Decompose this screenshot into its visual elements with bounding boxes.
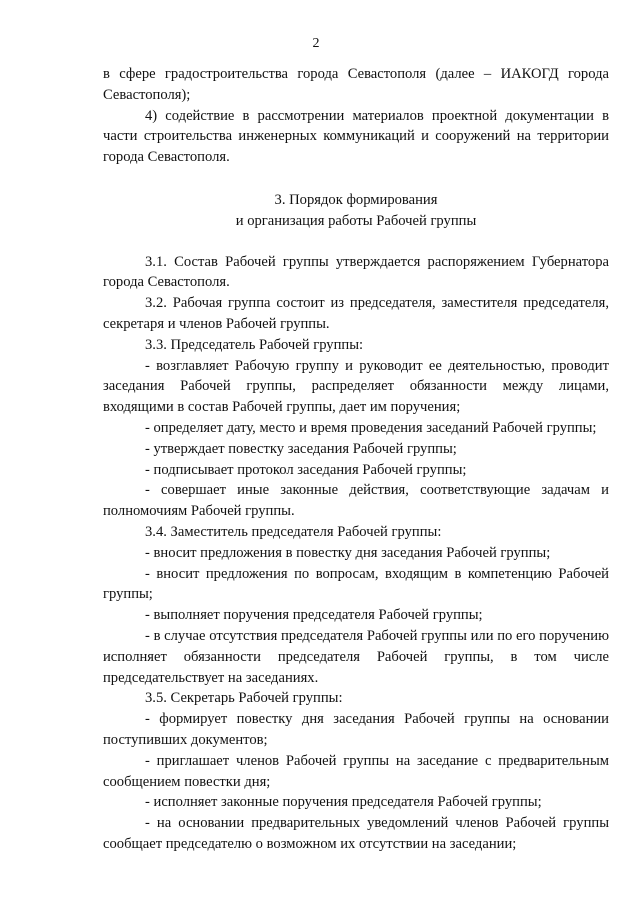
spacer (103, 232, 609, 252)
paragraph: - исполняет законные поручения председателя Рабочей группы; (145, 794, 542, 811)
paragraph: - на основании предварительных уведомлений членов Рабочей группы сообщает председателю о возможном их отсутствии на заседании; (103, 815, 609, 852)
paragraph: - определяет дату, место и время проведения заседаний Рабочей группы; (145, 419, 597, 436)
paragraph: 3.3. Председатель Рабочей группы: (145, 336, 364, 353)
paragraph: - выполняет поручения председателя Рабочей группы; (145, 607, 483, 624)
page-number: 2 (312, 36, 320, 51)
paragraph: - подписывает протокол заседания Рабочей группы; (145, 461, 467, 478)
paragraph: - совершает иные законные действия, соответствующие задачам и полномочиям Рабочей группы. (103, 482, 609, 520)
paragraph: 3.1. Состав Рабочей группы утверждается распоряжением Губернатора города Севастополя. (103, 253, 609, 291)
spacer (103, 168, 609, 190)
paragraph: 3.5. Секретарь Рабочей группы: (145, 690, 343, 707)
paragraph: - формирует повестку дня заседания Рабочей группы на основании поступивших документов; (103, 711, 609, 748)
paragraph: - утверждает повестку заседания Рабочей группы; (145, 440, 457, 457)
paragraph: - вносит предложения по вопросам, входящим в компетенцию Рабочей группы; (103, 565, 609, 603)
paragraph: в сфере градостроительства города Севастополя (далее – ИАКОГД города Севастополя); (103, 66, 609, 103)
section-heading-line2: и организация работы Рабочей группы (235, 212, 477, 229)
paragraph: - приглашает членов Рабочей группы на заседание с предварительным сообщением повестки дня; (103, 752, 609, 790)
paragraph: 4) содействие в рассмотрении материалов проектной документации в части строительства инженерных коммуникаций и сооружений на территории города Севастополя. (103, 107, 609, 166)
paragraph: - в случае отсутствия председателя Рабочей группы или по его поручению исполняет обязанности председателя Рабочей группы, в том числе председательствует на заседаниях. (103, 627, 609, 686)
paragraph: - вносит предложения в повестку дня заседания Рабочей группы; (145, 544, 551, 561)
paragraph: - возглавляет Рабочую группу и руководит ее деятельностью, проводит заседания Рабочей группы, распределяет обязанности между лицами, входящими в состав Рабочей группы, дает им поручения; (103, 357, 609, 416)
section-heading-line1: 3. Порядок формирования (274, 191, 438, 208)
paragraph: 3.4. Заместитель председателя Рабочей группы: (145, 523, 442, 540)
paragraph: 3.2. Рабочая группа состоит из председателя, заместителя председателя, секретаря и членов Рабочей группы. (103, 295, 609, 332)
document-body (103, 64, 609, 855)
